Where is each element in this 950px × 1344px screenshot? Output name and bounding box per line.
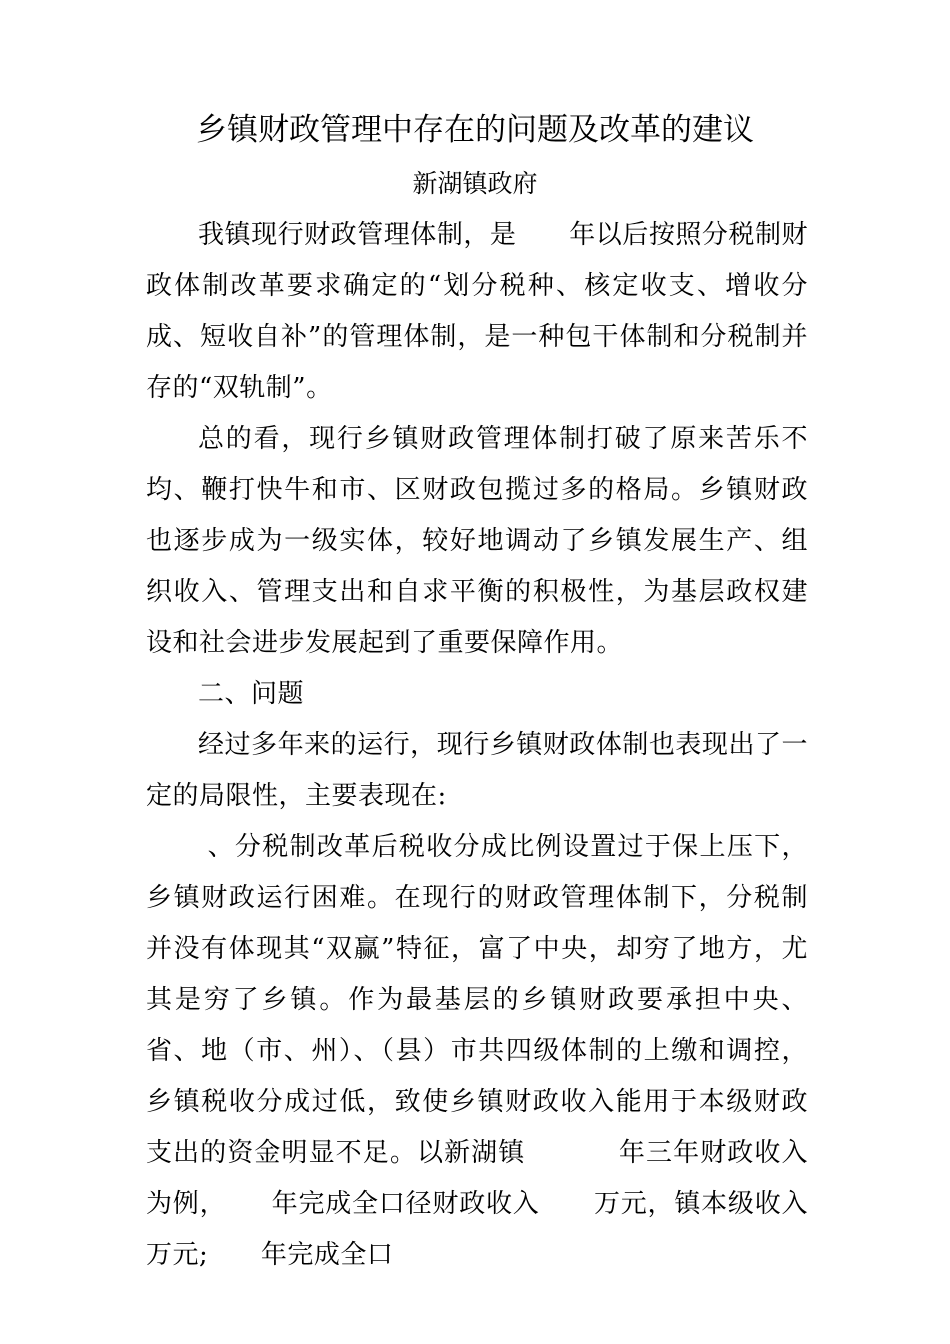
document-author: 新湖镇政府 [412,169,538,198]
paragraph-system-intro: 我镇现行财政管理体制，是 年以后按照分税制财政体制改革要求确定的“划分税种、核定收支、增收分成、短收自补”的管理体制，是一种包干体制和分税制并存的“双轨制”。 [146,220,808,403]
document-title: 乡镇财政管理中存在的问题及改革的建议 [196,112,754,148]
paragraph-tax-sharing: 、分税制改革后税收分成比例设置过于保上压下，乡镇财政运行困难。在现行的财政管理体制下，分税制并没有体现其“双赢”特征，富了中央，却穷了地方，尤其是穷了乡镇。作为最基层的乡镇财政要承担中央、省、地（市、州）、（县）市共四级体制的上缴和调控，乡镇税收分成过低，致使乡镇财政收入能用于本级财政支出的资金明显不足。以新湖镇 年三年财政收入为例， 年完成全口径财政收入 万元，镇本级收入 万元; 年完成全口 [146,832,861,1270]
section-heading-problems: 二、问题 [198,679,305,709]
document-body [146,210,861,1281]
paragraph-overview: 总的看，现行乡镇财政管理体制打破了原来苦乐不均、鞭打快牛和市、区财政包揽过多的格局。乡镇财政也逐步成为一级实体，较好地调动了乡镇发展生产、组织收入、管理支出和自求平衡的积极性，为基层政权建设和社会进步发展起到了重要保障作用。 [146,424,808,658]
paragraph-limitations: 经过多年来的运行，现行乡镇财政体制也表现出了一定的局限性，主要表现在: [146,730,808,811]
